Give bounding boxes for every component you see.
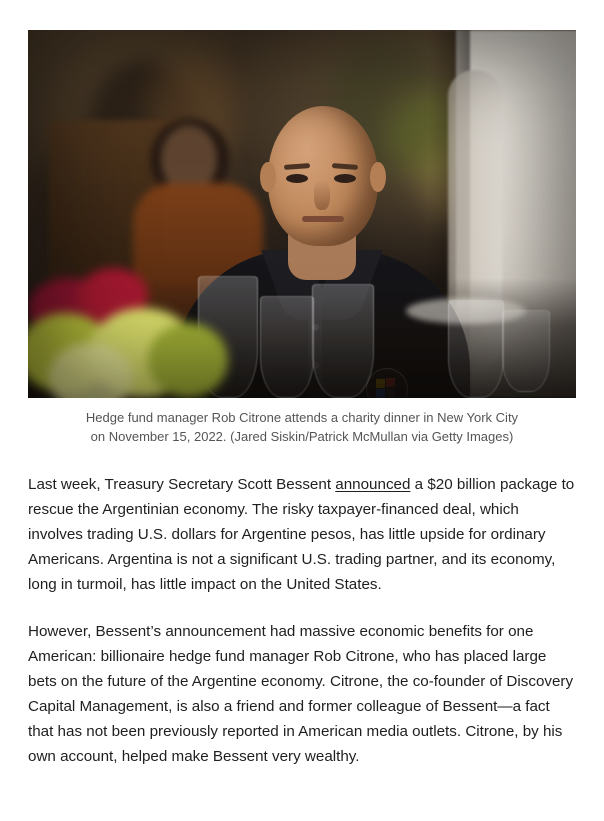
photo-caption: Hedge fund manager Rob Citrone attends a charity dinner in New York City on November 15, 2022. (Jared Siskin/Patrick McMullan via Getty Images) <box>85 410 519 444</box>
paragraph-1-text-before-link: Last week, Treasury Secretary Scott Bessent <box>28 476 336 493</box>
photo-canvas <box>28 30 576 398</box>
table-flowers <box>28 268 238 398</box>
subject-eye-left <box>286 174 308 183</box>
subject-mouth <box>302 216 344 222</box>
paragraph-1 <box>28 472 576 597</box>
paragraph-1-text-after-link: a $20 billion package to rescue the Argentinian economy. The risky taxpayer-financed deal, which involves trading U.S. dollars for Argentine pesos, has little upside for ordinary Americans. Argentina is not a significant U.S. trading partner, and its economy, long in turmoil, has little impact on the United States. <box>28 476 575 593</box>
flower-petal <box>148 323 228 398</box>
wine-glass <box>260 296 314 398</box>
article-figure <box>28 30 576 446</box>
subject-head <box>268 106 378 246</box>
article-text <box>28 472 576 769</box>
wine-glass <box>448 300 504 398</box>
subject-eye-right <box>334 174 356 183</box>
article-photo <box>28 30 576 398</box>
announced-link[interactable]: announced <box>335 476 411 493</box>
subject-nose <box>314 180 330 210</box>
wine-glass <box>312 284 374 398</box>
paragraph-2: However, Bessent’s announcement had massive economic benefits for one American: billionaire hedge fund manager Rob Citrone, who has placed large bets on the future of the Argentine economy. Citrone, the co-founder of Discovery Capital Management, is also a friend and former colleague of Bessent—a fact that has not been previously reported in American media outlets. Citrone, by his own account, helped make Bessent very wealthy. <box>28 623 574 765</box>
subject-ear-right <box>370 162 386 192</box>
wine-glass <box>502 310 550 392</box>
subject-ear-left <box>260 162 276 192</box>
